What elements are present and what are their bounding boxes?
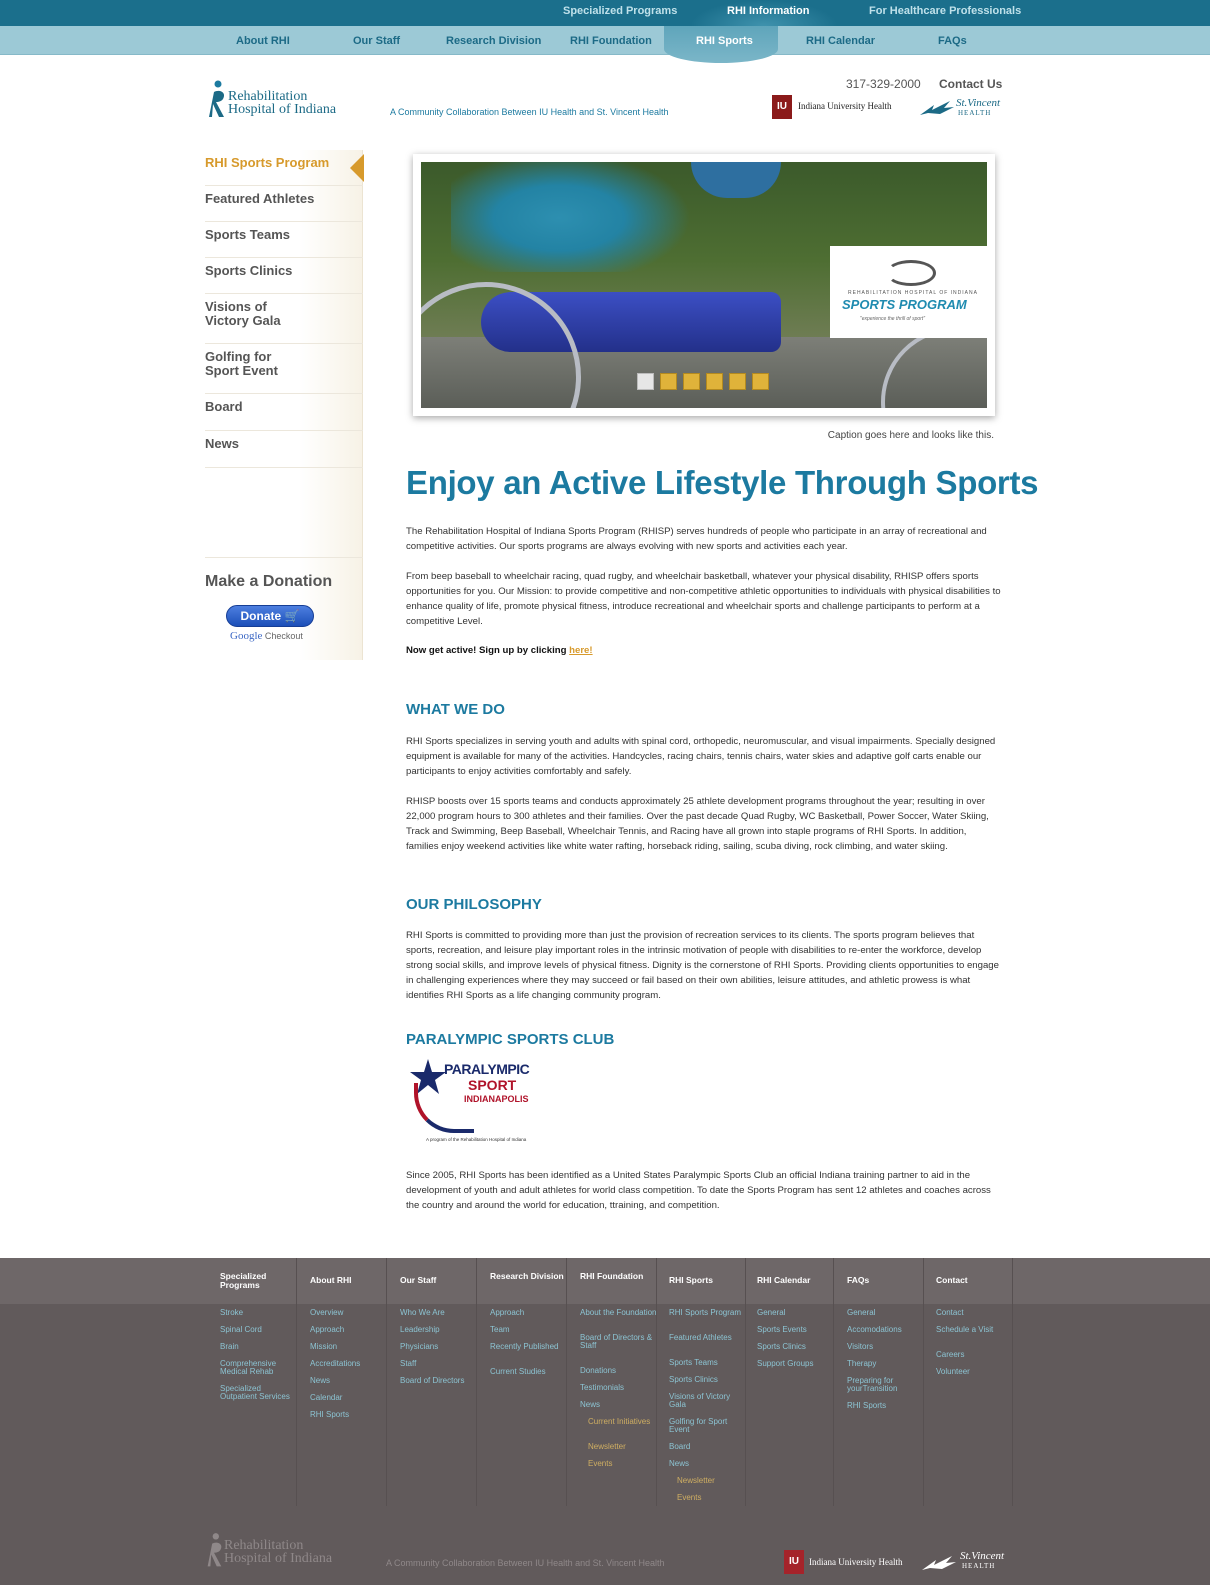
header-tagline: A Community Collaboration Between IU Health and St. Vincent Health — [390, 107, 669, 117]
badge-title: SPORTS PROGRAM — [842, 297, 967, 312]
footer-link[interactable]: Stroke — [220, 1308, 244, 1317]
iu-health-icon: IU — [784, 1550, 804, 1574]
footer-link[interactable]: Accreditations — [310, 1359, 361, 1368]
st-vincent-label: St.Vincent — [956, 97, 1001, 109]
rider-shape — [451, 162, 691, 272]
footer-column — [297, 1258, 387, 1506]
sidebar-item-sports-teams[interactable]: Sports Teams — [205, 222, 363, 258]
swoosh-shape — [414, 1083, 474, 1133]
logo-line-2: Hospital of Indiana — [228, 102, 337, 117]
footer-link[interactable]: Spinal Cord — [220, 1325, 262, 1334]
rhi-logo-icon — [204, 1531, 224, 1569]
what-paragraph-2: RHISP boosts over 15 sports teams and conducts approximately 25 athlete development programs throughout the year; resulting in over 22,000 program hours to 300 athletes and their families. Over the past decade Quad Rugby, WC Basketball, Power Soccer, Water Skiing, Track and Swimming, Beep Baseball, Wheelchair Tennis, and Racing have all grown into staple programs of RHI Sports. In addition, families enjoy weekend activities like white water rafting, horseback riding, sailing, scuba diving, rock climbing, and water skiing. — [406, 796, 989, 852]
sidebar-active-arrow — [350, 154, 364, 182]
what-paragraph-1: RHI Sports specializes in serving youth and adults with spinal cord, orthopedic, neuromuscular, and visual impairments. Specially designed equipment is available for many of the activities. Handcycles, racing chairs, tennis chairs, water skies and adaptive golf carts enable our participants to enjoy activities comfortably and safely. — [406, 736, 996, 777]
donation-title: Make a Donation — [205, 573, 333, 590]
footer-column-title[interactable]: RHI Calendar — [757, 1275, 811, 1285]
sidebar-item-news[interactable]: News — [205, 431, 363, 468]
badge-tagline: "experience the thrill of sport" — [860, 316, 925, 322]
footer-link[interactable]: Support Groups — [757, 1359, 814, 1368]
cart-icon: 🛒 — [284, 609, 300, 623]
st-vincent-logo[interactable] — [920, 97, 1005, 121]
nav-our-staff[interactable]: Our Staff — [353, 35, 401, 47]
footer-link[interactable]: Team — [490, 1325, 510, 1334]
footer-link[interactable]: Specialized Outpatient Services — [220, 1384, 290, 1401]
pso-note: A program of the Rehabilitation Hospital of Indiana — [426, 1137, 527, 1142]
footer-link[interactable]: Staff — [400, 1359, 417, 1368]
slideshow — [413, 154, 995, 416]
slide-dot-1[interactable] — [637, 373, 654, 390]
sidebar-item-sports-clinics[interactable]: Sports Clinics — [205, 258, 363, 294]
footer-link[interactable]: News — [310, 1376, 331, 1385]
footer-link[interactable]: About the Foundation — [580, 1308, 657, 1317]
iu-health-logo[interactable] — [772, 95, 902, 119]
section-title-philosophy: OUR PHILOSOPHY — [406, 896, 542, 913]
footer-column — [923, 1258, 1013, 1506]
footer-link[interactable]: Sports Teams — [669, 1358, 718, 1367]
pso-line-3: INDIANAPOLIS — [464, 1094, 529, 1104]
slide-dot-4[interactable] — [706, 373, 723, 390]
footer-link[interactable]: Donations — [580, 1366, 617, 1375]
nav-rhi-calendar[interactable]: RHI Calendar — [806, 35, 876, 47]
iu-health-icon: IU — [772, 95, 792, 119]
donate-button-label: Donate — [240, 609, 282, 623]
google-checkout-label — [230, 630, 303, 642]
slide-image-wheelchair-racer — [421, 162, 987, 408]
topnav-rhi-information[interactable]: RHI Information — [727, 5, 810, 17]
footer-rhi-logo[interactable] — [204, 1531, 354, 1571]
main-nav — [0, 26, 1210, 55]
footer — [0, 1258, 1210, 1585]
footer-column-title[interactable]: Our Staff — [400, 1275, 437, 1285]
footer-iu-health-label: Indiana University Health — [809, 1557, 903, 1567]
footer-link[interactable]: Current Initiatives — [588, 1417, 651, 1426]
footer-link[interactable]: Testimonials — [580, 1383, 625, 1392]
nav-about-rhi[interactable]: About RHI — [236, 35, 290, 47]
nav-tab-rhi-sports[interactable] — [664, 26, 778, 63]
footer-column — [387, 1258, 477, 1506]
footer-st-vincent-label: St.Vincent — [960, 1550, 1005, 1562]
helmet-shape — [691, 162, 781, 198]
sports-program-badge — [830, 246, 987, 338]
footer-column — [744, 1258, 834, 1506]
slide-pager — [637, 373, 775, 390]
footer-link[interactable]: General — [757, 1308, 786, 1317]
header-contact-link[interactable]: Contact Us — [939, 77, 1003, 91]
footer-column — [477, 1258, 567, 1506]
footer-link[interactable]: Mission — [310, 1342, 338, 1351]
footer-link[interactable]: Board of Directors — [400, 1376, 465, 1385]
footer-link[interactable]: Accomodations — [847, 1325, 902, 1334]
signup-cta-text: Now get active! Sign up by clicking — [406, 645, 570, 656]
logo-line-1: Rehabilitation — [228, 89, 308, 104]
footer-link[interactable]: Featured Athletes — [669, 1333, 732, 1342]
donate-button[interactable] — [226, 605, 314, 627]
paralympic-paragraph: Since 2005, RHI Sports has been identified as a United States Paralympic Sports Club an official Indiana training partner to aid in the development of youth and adult athletes for world class competition. To date the Sports Program has sent 12 athletes and coaches across the country and around the world for education, ttraining, and competition. — [406, 1170, 991, 1211]
pso-line-1: PARALYMPIC — [444, 1061, 530, 1077]
footer-link[interactable]: Recently Published — [490, 1342, 559, 1351]
paralympic-sport-logo — [408, 1057, 550, 1149]
footer-column-title[interactable]: About RHI — [310, 1275, 352, 1285]
sidebar-item-golfing-for-sport-event[interactable]: Golfing for Sport Event — [205, 344, 363, 394]
footer-link[interactable]: Board of Directors & Staff — [580, 1333, 653, 1350]
sidebar-divider — [205, 557, 363, 558]
footer-link[interactable]: Golfing for Sport Event — [669, 1417, 728, 1434]
checkout-text: Checkout — [264, 631, 303, 641]
footer-link[interactable]: Brain — [220, 1342, 239, 1351]
footer-link[interactable]: Leadership — [400, 1325, 440, 1334]
footer-link[interactable]: Sports Clinics — [669, 1375, 718, 1384]
footer-logo-line-2: Hospital of Indiana — [224, 1551, 333, 1566]
footer-column-title[interactable]: Contact — [936, 1275, 968, 1285]
nav-research-division[interactable]: Research Division — [446, 35, 542, 47]
footer-column — [567, 1258, 657, 1506]
sidebar-item-rhi-sports-program[interactable]: RHI Sports Program — [205, 150, 363, 186]
footer-st-vincent-health-label: HEALTH — [962, 1562, 996, 1570]
slide-dot-2[interactable] — [660, 373, 677, 390]
iu-health-label: Indiana University Health — [798, 101, 892, 111]
footer-column-title[interactable]: RHI Sports — [669, 1275, 713, 1285]
top-utility-bar — [0, 0, 1210, 26]
footer-link[interactable]: RHI Sports — [310, 1410, 350, 1419]
sports-program-logo-icon — [886, 260, 936, 286]
footer-logo-line-1: Rehabilitation — [224, 1538, 304, 1553]
footer-column-title[interactable]: Research Division — [490, 1271, 564, 1281]
intro-paragraph-2: From beep baseball to wheelchair racing, quad rugby, and wheelchair basketball, whatever your physical disability, RHISP offers sports opportunities for you. Our Mission: to provide competitive and non-competitive athletic opportunities to individuals with physical disabilities to enhance quality of life, promote physical fitness, introduce recreational and wheelchair sports and challenge participants to perform at a competitive Level. — [406, 571, 1001, 627]
footer-link[interactable]: Events — [588, 1459, 613, 1468]
topnav-healthcare-professionals[interactable]: For Healthcare Professionals — [869, 5, 1022, 17]
footer-link[interactable]: Comprehensive Medical Rehab — [220, 1359, 277, 1376]
nav-rhi-sports[interactable]: RHI Sports — [696, 35, 753, 47]
footer-link[interactable]: Careers — [936, 1350, 965, 1359]
topnav-specialized-programs[interactable]: Specialized Programs — [563, 5, 678, 17]
badge-subtitle: REHABILITATION HOSPITAL OF INDIANA — [848, 290, 978, 296]
header-phone[interactable]: 317-329-2000 — [846, 77, 921, 91]
footer-link[interactable]: Approach — [310, 1325, 345, 1334]
footer-column-title[interactable]: FAQs — [847, 1275, 870, 1285]
footer-link[interactable]: Events — [677, 1493, 702, 1502]
footer-column — [207, 1258, 297, 1506]
pso-line-2: SPORT — [468, 1077, 517, 1093]
footer-iu-health-logo[interactable] — [784, 1550, 924, 1574]
footer-link[interactable]: Current Studies — [490, 1367, 546, 1376]
footer-link[interactable]: Therapy — [847, 1359, 877, 1368]
slide-caption: Caption goes here and looks like this. — [827, 430, 994, 441]
footer-link[interactable]: Visions of Victory Gala — [669, 1392, 731, 1409]
footer-column — [656, 1258, 746, 1506]
footer-link[interactable]: Physicians — [400, 1342, 439, 1351]
sidebar-item-visions-of-victory-gala[interactable]: Visions of Victory Gala — [205, 294, 363, 344]
dove-icon — [920, 1554, 958, 1574]
footer-link[interactable]: Contact — [936, 1308, 964, 1317]
footer-link[interactable]: News — [669, 1459, 690, 1468]
footer-st-vincent-logo[interactable] — [920, 1550, 1010, 1576]
page-title: Enjoy an Active Lifestyle Through Sports — [406, 464, 1039, 501]
footer-column-title[interactable]: RHI Foundation — [580, 1271, 644, 1281]
footer-link[interactable]: Calendar — [310, 1393, 343, 1402]
footer-link[interactable]: Approach — [490, 1308, 525, 1317]
footer-link[interactable]: Sports Clinics — [757, 1342, 806, 1351]
section-title-what-we-do: WHAT WE DO — [406, 701, 505, 718]
footer-link[interactable]: General — [847, 1308, 876, 1317]
footer-link[interactable]: Volunteer — [936, 1367, 970, 1376]
footer-link[interactable]: News — [580, 1400, 601, 1409]
rhi-logo[interactable] — [205, 80, 355, 120]
slide-dot-3[interactable] — [683, 373, 700, 390]
sidebar-item-featured-athletes[interactable]: Featured Athletes — [205, 186, 363, 222]
signup-link[interactable]: here! — [569, 645, 593, 656]
section-title-paralympic: PARALYMPIC SPORTS CLUB — [406, 1031, 615, 1048]
footer-link[interactable]: Schedule a Visit — [936, 1325, 994, 1334]
google-brand: Google — [230, 630, 263, 642]
slide-dot-5[interactable] — [729, 373, 746, 390]
footer-tagline: A Community Collaboration Between IU Health and St. Vincent Health — [386, 1558, 665, 1568]
nav-faqs[interactable]: FAQs — [938, 35, 967, 47]
footer-link[interactable]: Newsletter — [588, 1442, 626, 1451]
signup-cta — [406, 645, 593, 656]
footer-link[interactable]: RHI Sports — [847, 1401, 887, 1410]
footer-link[interactable]: Visitors — [847, 1342, 874, 1351]
sidebar-item-board[interactable]: Board — [205, 394, 363, 431]
footer-link[interactable]: Newsletter — [677, 1476, 715, 1485]
st-vincent-health-label: HEALTH — [958, 109, 992, 117]
intro-paragraph-1: The Rehabilitation Hospital of Indiana Sports Program (RHISP) serves hundreds of people who participate in an array of recreational and competitive activities. Our sports programs are always evolving with new sports and activities each year. — [406, 526, 987, 552]
dove-icon — [920, 99, 954, 119]
rhi-logo-icon — [205, 80, 227, 118]
footer-link[interactable]: RHI Sports Program — [669, 1308, 742, 1317]
footer-link[interactable]: Overview — [310, 1308, 344, 1317]
nav-rhi-foundation[interactable]: RHI Foundation — [570, 35, 652, 47]
footer-column-title[interactable]: Specialized Programs — [220, 1271, 267, 1290]
footer-link[interactable]: Board — [669, 1442, 691, 1451]
slide-dot-6[interactable] — [752, 373, 769, 390]
footer-link[interactable]: Who We Are — [400, 1308, 445, 1317]
footer-link[interactable]: Sports Events — [757, 1325, 807, 1334]
philosophy-paragraph: RHI Sports is committed to providing more than just the provision of recreation services to its clients. The sports program believes that sports, recreation, and leisure play important roles in the intrinsic motivation of people with disabilities to re-enter the workforce, develop strong social skills, and improve levels of physical fitness. Dignity is the cornerstone of RHI Sports. Providing clients opportunities to engage in challenging experiences where they may succeed or fail based on their own abilities, leisure attitudes, and athletic prowess is what identifies RHI Sports as a life changing community program. — [406, 930, 999, 1001]
footer-link[interactable]: Preparing for yourTransition — [847, 1376, 898, 1393]
footer-column — [834, 1258, 924, 1506]
